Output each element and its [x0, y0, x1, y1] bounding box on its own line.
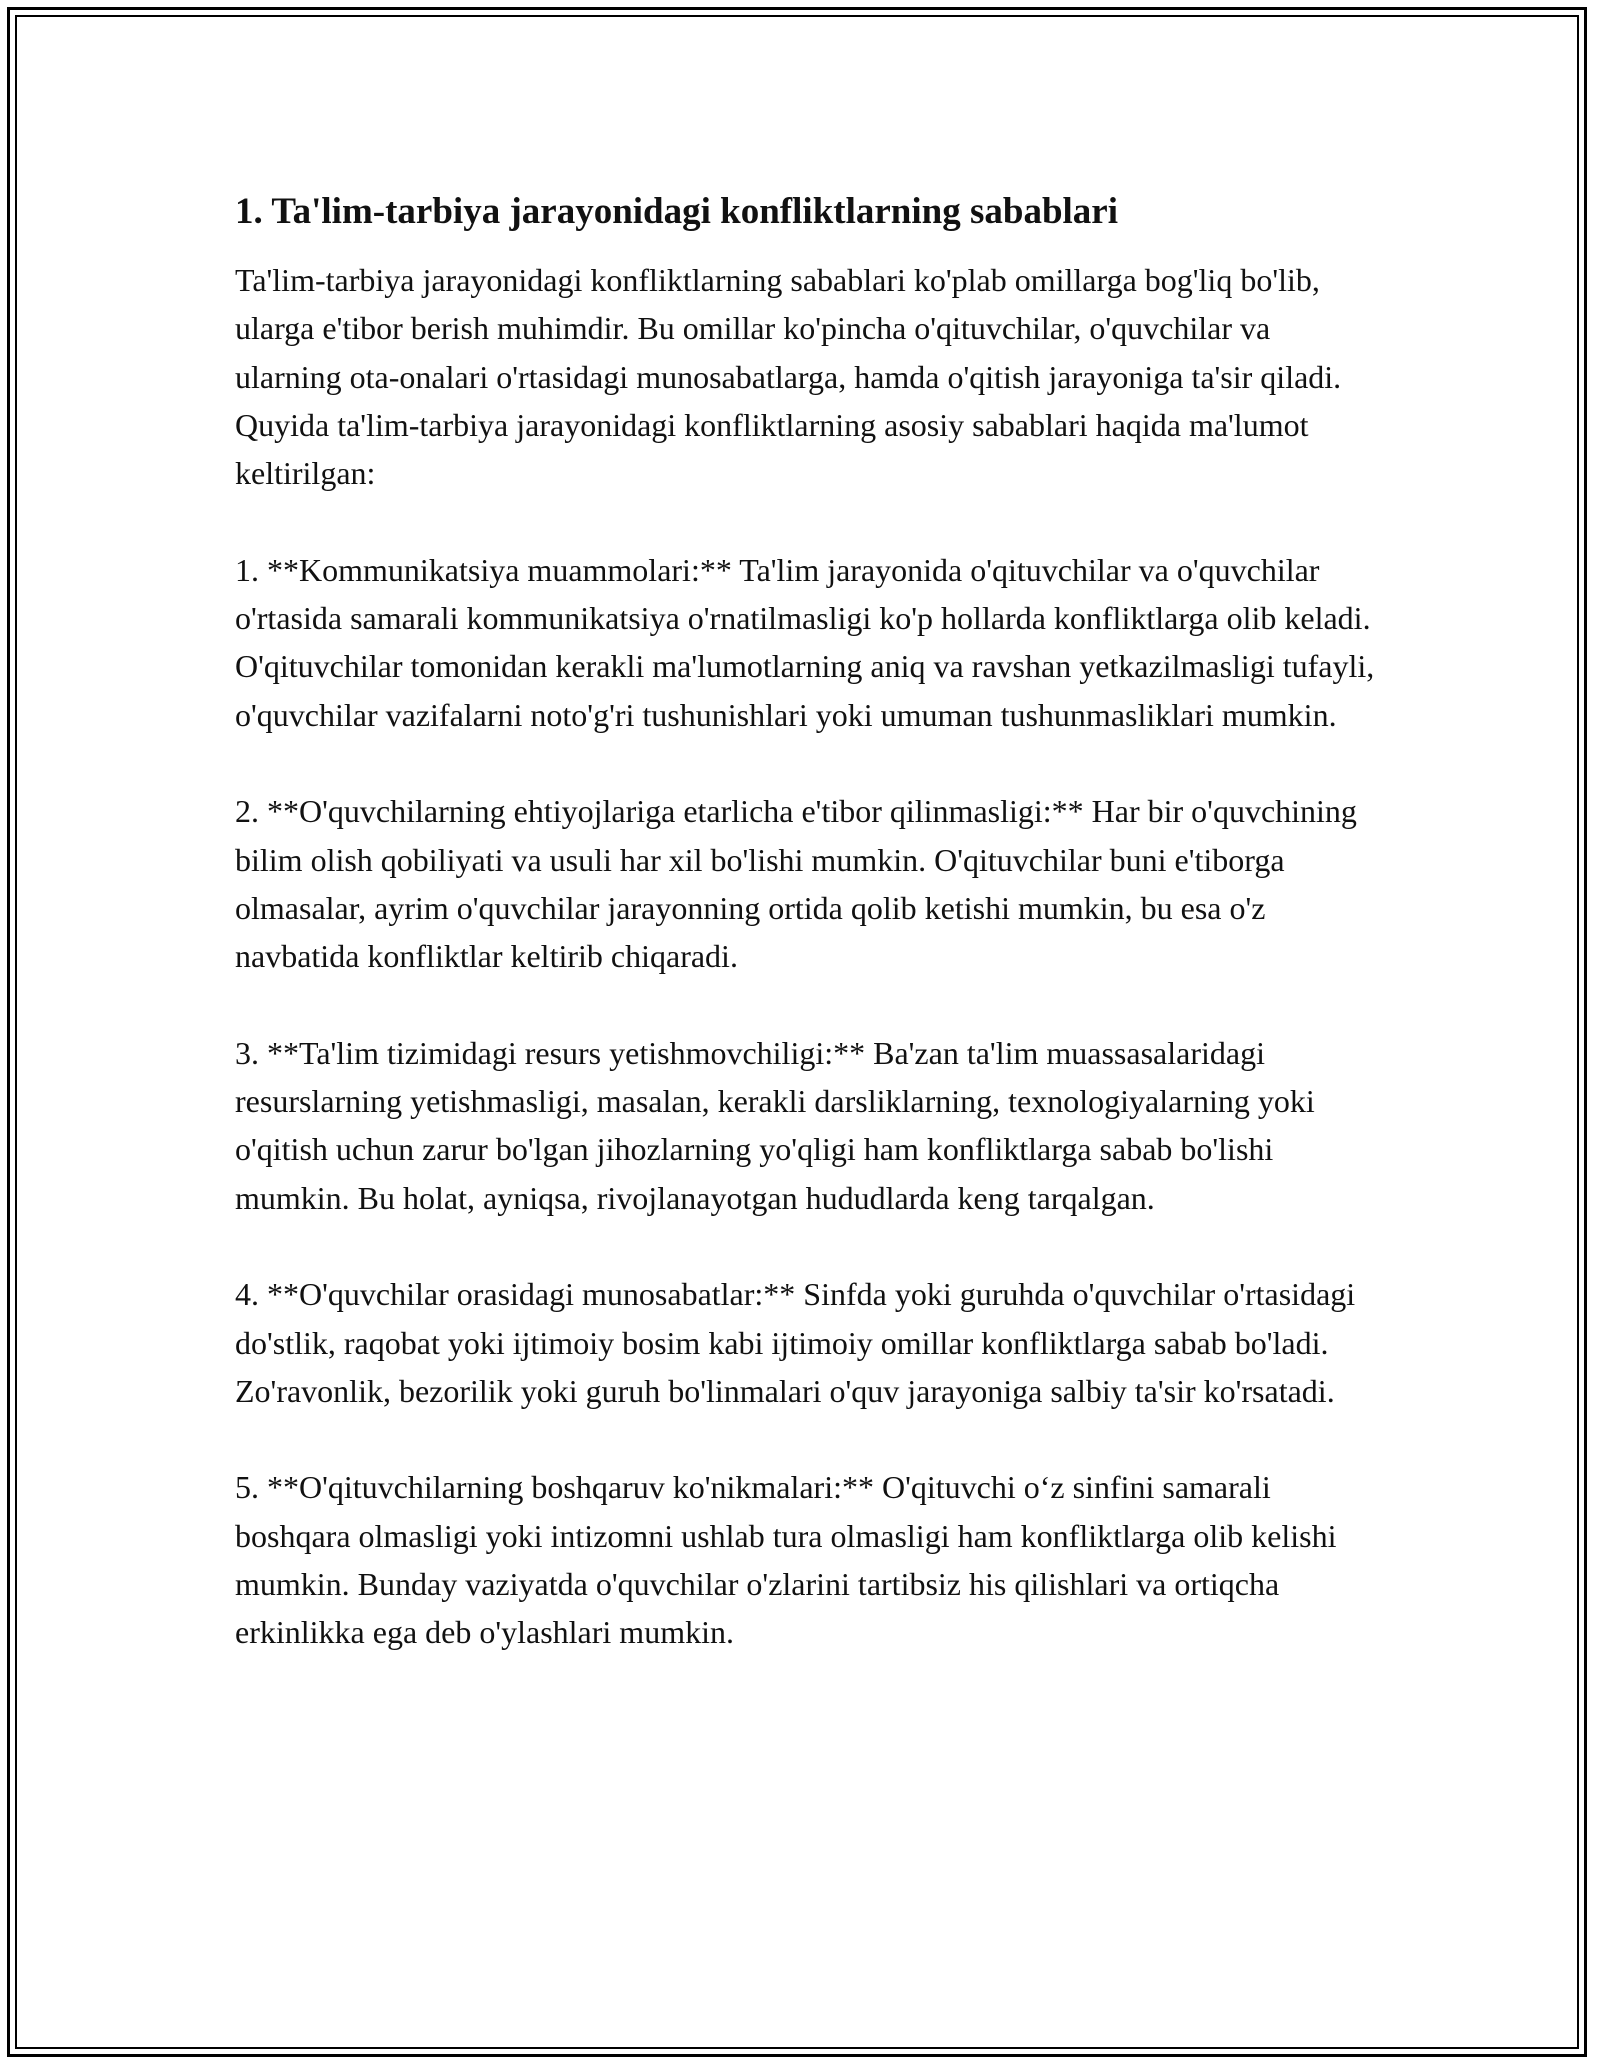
- paragraph-communication-problems: 1. **Kommunikatsiya muammolari:** Ta'lim jarayonida o'qituvchilar va o'quvchilar o'rtasida samarali kommunikatsiya o'rnatilmasligi ko'p hollarda konfliktlarga olib keladi. O'qituvchilar tomonidan kerakli ma'lumotlarning aniq va ravshan yetkazilmasligi tufayli, o'quvchilar vazifalarni noto'g'ri tushunishlari yoki umuman tushunmasliklari mumkin.: [235, 551, 1375, 733]
- document-body: [235, 188, 1375, 1705]
- paragraph-teacher-management: 5. **O'qituvchilarning boshqaruv ko'nikmalari:** O'qituvchi o‘z sinfini samarali boshqara olmasligi yoki intizomni ushlab tura olmasligi ham konfliktlarga olib kelishi mumkin. Bunday vaziyatda o'quvchilar o'zlarini tartibsiz his qilishlari va ortiqcha erkinlikka ega deb o'ylashlari mumkin.: [235, 1469, 1337, 1651]
- intro-paragraph: Ta'lim-tarbiya jarayonidagi konfliktlarning sabablari ko'plab omillarga bog'liq bo'lib, ularga e'tibor berish muhimdir. Bu omillar ko'pincha o'qituvchilar, o'quvchilar va ularning ota-onalari o'rtasidagi munosabatlarga, hamda o'qitish jarayoniga ta'sir qiladi. Quyida ta'lim-tarbiya jarayonidagi konfliktlarning asosiy sabablari haqida ma'lumot keltirilgan:: [235, 262, 1342, 492]
- paragraph-student-relations: 4. **O'quvchilar orasidagi munosabatlar:** Sinfda yoki guruhda o'quvchilar o'rtasidagi do'stlik, raqobat yoki ijtimoiy bosim kabi ijtimoiy omillar konfliktlarga sabab bo'ladi. Zo'ravonlik, bezorilik yoki guruh bo'linmalari o'quv jarayoniga salbiy ta'sir ko'rsatadi.: [235, 1276, 1356, 1409]
- paragraph-resource-shortage: 3. **Ta'lim tizimidagi resurs yetishmovchiligi:** Ba'zan ta'lim muassasalaridagi resurslarning yetishmasligi, masalan, kerakli darsliklarning, texnologiyalarning yoki o'qitish uchun zarur bo'lgan jihozlarning yo'qligi ham konfliktlarga sabab bo'lishi mumkin. Bu holat, ayniqsa, rivojlanayotgan hududlarda keng tarqalgan.: [235, 1034, 1315, 1216]
- paragraph-student-needs: 2. **O'quvchilarning ehtiyojlariga etarlicha e'tibor qilinmasligi:** Har bir o'quvchining bilim olish qobiliyati va usuli har xil bo'lishi mumkin. O'qituvchilar buni e'tiborga olmasalar, ayrim o'quvchilar jarayonning ortida qolib ketishi mumkin, bu esa o'z navbatida konfliktlar keltirib chiqaradi.: [235, 793, 1357, 975]
- section-title: 1. Ta'lim-tarbiya jarayonidagi konfliktlarning sabablari: [235, 191, 1119, 232]
